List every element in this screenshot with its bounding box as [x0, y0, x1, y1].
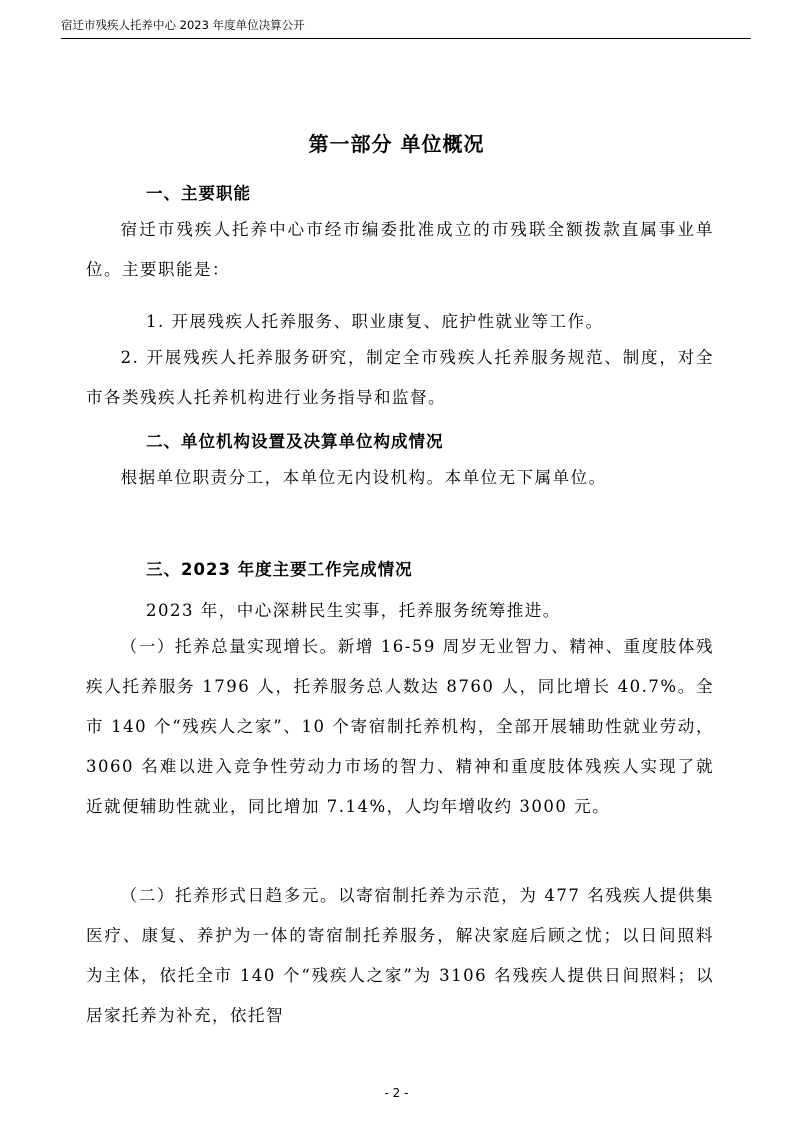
running-header — [61, 14, 751, 39]
page-number: - 2 - — [384, 1086, 409, 1100]
section-heading-3: 三、2023 年度主要工作完成情况 — [146, 560, 413, 579]
paragraph-2: 根据单位职责分工，本单位无内设机构。本单位无下属单位。 — [120, 468, 607, 487]
list-item-2: 2. 开展残疾人托养服务研究，制定全市残疾人托养服务规范、制度，对全市各类残疾人托养机构进行业务指导和监督。 — [86, 348, 714, 407]
paragraph-4: （一）托养总量实现增长。新增 16-59 周岁无业智力、精神、重度肢体残疾人托养服务 1796 人，托养服务总人数达 8760 人，同比增长 40.7%。全市 140 个“残疾人之家”、10 个寄宿制托养机构，全部开展辅助性就业劳动，3060 名难以进入竞争性劳动力市场的智力、精神和重度肢体残疾人实现了就近就便辅助性就业，同比增加 7.14%，人均年增收约 3000 元。 — [86, 637, 714, 816]
header-text: 宿迁市残疾人托养中心 2023 年度单位决算公开 — [61, 18, 305, 32]
paragraph-1: 宿迁市残疾人托养中心市经市编委批准成立的市残联全额拨款直属事业单位。主要职能是： — [86, 220, 714, 279]
section-heading-2: 二、单位机构设置及决算单位构成情况 — [146, 432, 444, 451]
paragraph-5: （二）托养形式日趋多元。以寄宿制托养为示范，为 477 名残疾人提供集医疗、康复、养护为一体的寄宿制托养服务，解决家庭后顾之忧；以日间照料为主体，依托全市 140 个“残疾人之家”为 3106 名残疾人提供日间照料；以居家托养为补充，依托智 — [86, 886, 714, 1025]
section-heading-1: 一、主要职能 — [146, 184, 251, 203]
page-title: 第一部分 单位概况 — [308, 132, 485, 156]
list-item-1: 1. 开展残疾人托养服务、职业康复、庇护性就业等工作。 — [146, 312, 604, 331]
paragraph-3: 2023 年，中心深耕民生实事，托养服务统筹推进。 — [146, 601, 561, 620]
